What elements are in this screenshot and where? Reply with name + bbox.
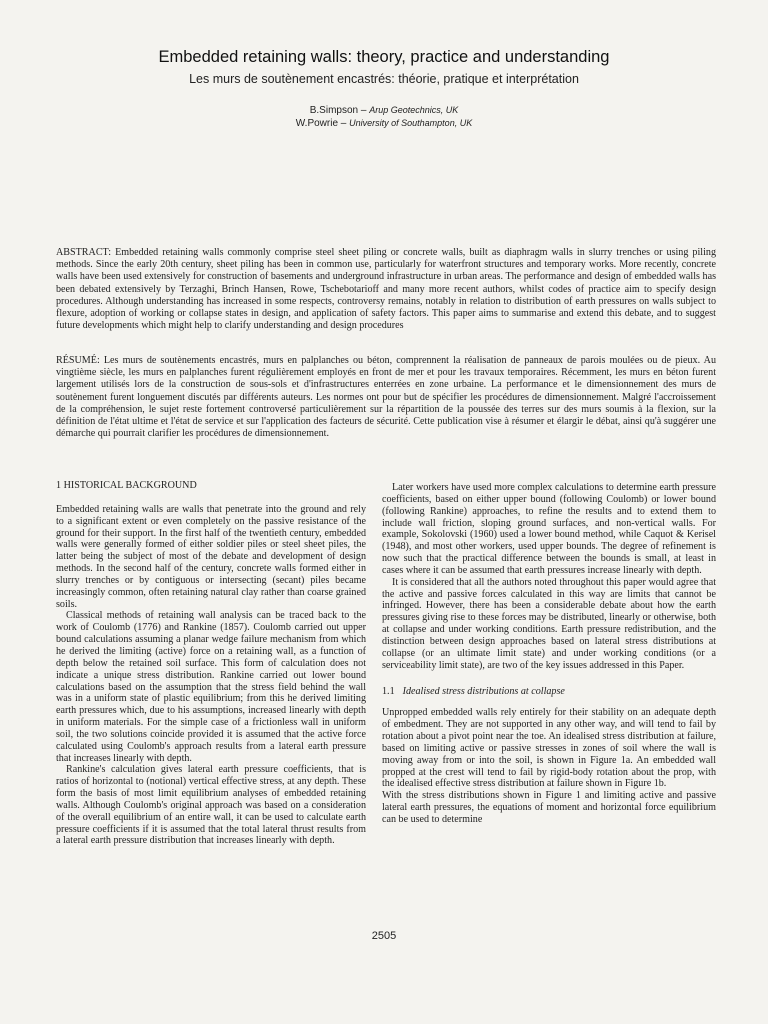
abstract: ABSTRACT: Embedded retaining walls commonly comprise steel sheet piling or concrete walls, built as diaphragm walls in slurry trenches or using piling methods. Since the early 20th century, sheet piling has been in common use, particularly for waterfront structures and temporary works. More recently, concrete walls have been used extensively for construction of basements and underground infrastructure in urban areas. The performance and design of embedded walls has been debated extensively by Terzaghi, Brinch Hansen, Rowe, Tschebotarioff and many more recent authors, whilst codes of practice aim to specify design procedures. Although understanding has increased in some respects, controversy remains, notably in relation to distribution of earth pressures on walls subject to flexure, adoption of working or collapse states in design, and application of safety factors. This paper aims to summarise and extend this debate, and to suggest future developments which might help to clarify understanding and design procedures	[56, 247, 716, 332]
subsection-number: 1.1	[382, 685, 395, 697]
left-column	[56, 480, 366, 847]
paragraph: Embedded retaining walls are walls that penetrate into the ground and rely to a significant extent or even completely on the passive resistance of the ground for their support. In the first half of the twentieth century, embedded walls were generally formed of either soldier piles or steel sheet piles, the latter being the subject of most of the debate and development of design methods. In the second half of the century, concrete walls formed either in slurry trenches or by contiguous or intersecting (secant) piles became increasingly common, often retaining natural clay rather than coarse grained soils.	[56, 503, 366, 610]
paragraph: Rankine's calculation gives lateral earth pressure coefficients, that is ratios of horizontal to (notional) vertical effective stress, at any depth. These form the basis of most limit equilibrium analyses of embedded retaining walls. Although Coulomb's original approach was based on a consideration of the overall equilibrium of an entire wall, it can be used to calculate earth pressure coefficients if it is assumed that the total lateral thrust results from a lateral earth pressure distribution that increases linearly with depth.	[56, 764, 366, 847]
subsection-title: Idealised stress distributions at collapse	[402, 685, 565, 697]
section-heading: 1 HISTORICAL BACKGROUND	[56, 480, 197, 491]
paragraph: It is considered that all the authors noted throughout this paper would agree that the active and passive forces calculated in this way are limits that cannot be infringed. However, there has been a considerable debate about how the earth pressures giving rise to these forces may be distributed, linearly or otherwise, both at collapse and under working conditions. Earth pressure redistribution, and the distinction between design approaches based on lateral stress distributions at collapse (or an ultimate limit state) and under working conditions (or a serviceability limit state), are two of the key issues addressed in this Paper.	[382, 576, 716, 671]
author-affiliation: University of Southampton, UK	[349, 118, 473, 128]
author-line	[0, 104, 768, 117]
author-block	[0, 104, 768, 130]
paragraph: Later workers have used more complex calculations to determine earth pressure coefficients, based on either upper bound (following Coulomb) or lower bound (following Rankine) approaches, to refine the results and to extend them to include wall friction, sloping ground surfaces, and non-vertical walls. For example, Sokolovski (1960) used a lower bound method, while Caquot & Kerisel (1948), and most other workers, used upper bounds. The degree of refinement is now such that the practical difference between the bounds is small, at least in cases where it can be assumed that earth pressures increase linearly with depth.	[382, 482, 716, 576]
paper-title: Embedded retaining walls: theory, practice and understanding	[158, 48, 610, 66]
paragraph: Classical methods of retaining wall analysis can be traced back to the work of Coulomb (1776) and Rankine (1857). Coulomb carried out upper bound calculations assuming a planar wedge failure mechanism from which he derived the limiting (active) force on a retaining wall, as a function of depth below the retained soil surface. This form of calculation does not indicate a unique stress distribution. Rankine carried out lower bound calculations based on the assumption that the stress field behind the wall was in a uniform state of plastic equilibrium; from this he derived limiting earth pressures which, due to his assumptions, increased linearly with depth in uniform materials. For the simple case of a frictionless wall in uniform soil, the two solutions coincide provided it is assumed that the active force calculated using Coulomb's approach results from a lateral earth pressure that increases linearly with depth.	[56, 610, 366, 764]
subsection-heading	[382, 686, 716, 698]
paragraph: With the stress distributions shown in Figure 1 and limiting active and passive lateral earth pressures, the equations of moment and horizontal force equilibrium can be used to determine	[382, 790, 716, 825]
author-line	[0, 117, 768, 130]
right-column	[382, 482, 716, 826]
author-affiliation: Arup Geotechnics, UK	[369, 105, 459, 115]
author-name: W.Powrie	[295, 118, 339, 129]
resume: RÉSUMÉ: Les murs de soutènements encastrés, murs en palplanches ou béton, comprennent la réalisation de panneaux de parois moulées ou de pieux. Au vingtième siècle, les murs en palplanches furent régulièrement employés en front de mer et pour les travaux temporaires. Récemment, les murs en béton furent largement utilisés lors de la construction de sous-sols et d'infrastructures enterrées en zone urbaine. La performance et le dimensionnement des murs de soutènement furent longuement discutés par différents auteurs. Les normes ont pour but de spécifier les procédures de dimensionnement. Malgré l'accroissement de la compréhension, le sujet reste fortement controversé particulièrement sur la répartition de la poussée des terres sur des murs soumis à la flexion, sur la définition de l'état ultime et l'état de service et sur l'application des facteurs de sécurité. Cette publication vise à résumer et élargir le débat, ainsi qu'à suggérer une démarche qui pourrait clarifier les procédures de dimensionnement.	[56, 355, 716, 440]
author-name: B.Simpson	[309, 105, 359, 116]
paragraph: Unpropped embedded walls rely entirely for their stability on an adequate depth of embedment. They are not supported in any other way, and will tend to fail by rotation about a pivot point near the toe. An idealised stress distribution at failure, based on limiting active or passive stresses in zones of soil where the wall is moving away from or into the soil, is shown in Figure 1a. An embedded wall propped at the crest will tend to fail by rigid-body rotation about the prop, with the idealised effective stress distribution at failure shown in Figure 1b.	[382, 707, 716, 790]
page-number: 2505	[371, 930, 397, 942]
author-separator: –	[338, 118, 350, 129]
paper-subtitle: Les murs de soutènement encastrés: théorie, pratique et interprétation	[189, 72, 579, 86]
author-separator: –	[358, 105, 370, 116]
